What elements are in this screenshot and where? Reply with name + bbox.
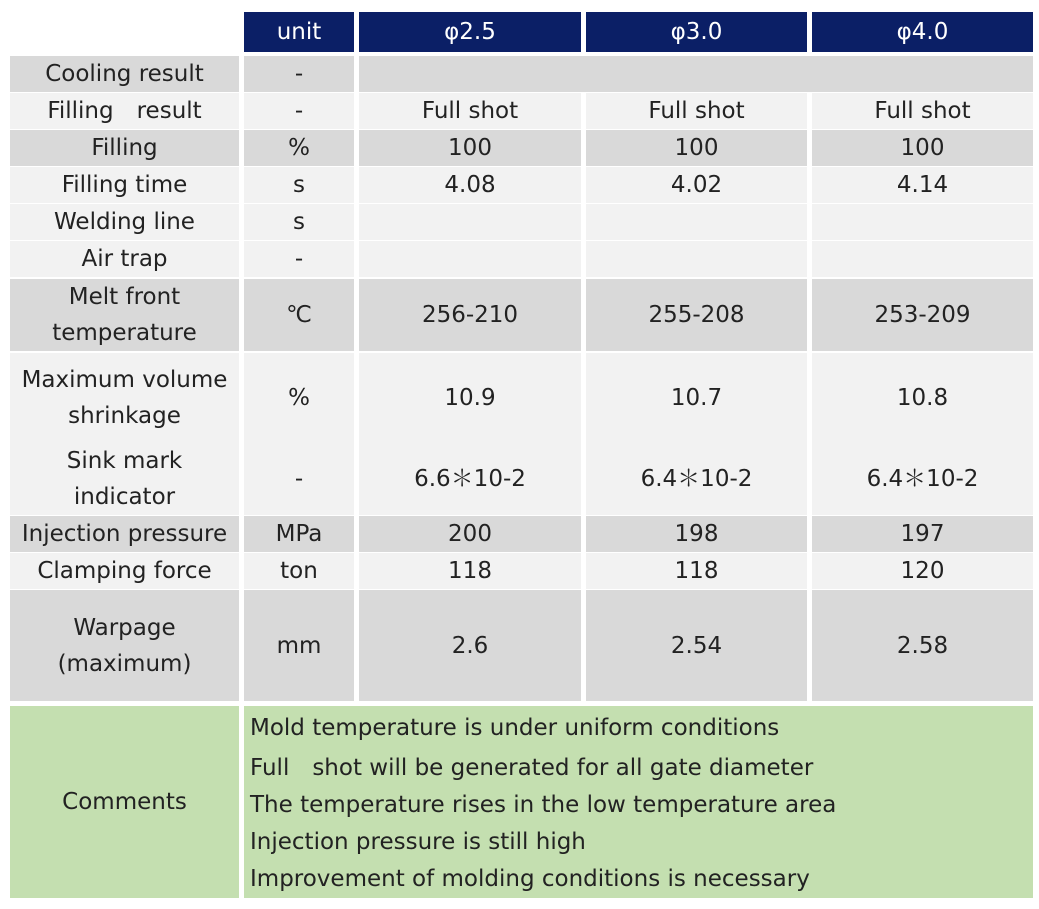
cell-injection-pressure-phi25: 200 xyxy=(359,516,581,552)
header-col-phi40: φ4.0 xyxy=(812,12,1033,52)
row-unit-welding-line: s xyxy=(244,204,354,240)
row-label-cooling-result: Cooling result xyxy=(10,56,239,92)
cell-sink-mark-indicator-phi30: 6.4＊10-2 xyxy=(586,442,807,515)
row-label-filling-time: Filling time xyxy=(10,167,239,203)
row-label-filling-result: Filling result xyxy=(10,93,239,129)
cell-clamping-force-phi25: 118 xyxy=(359,553,581,589)
cell-sink-mark-indicator-phi25: 6.6＊10-2 xyxy=(359,442,581,515)
row-unit-filling: % xyxy=(244,130,354,166)
row-label-sink-mark-indicator: Sink mark indicator xyxy=(10,442,239,515)
cell-max-volume-shrinkage-phi40: 10.8 xyxy=(812,353,1033,442)
cell-air-trap-phi30 xyxy=(586,241,807,277)
cell-filling-phi40: 100 xyxy=(812,130,1033,166)
comment-line: Full shot will be generated for all gate diameter xyxy=(250,755,814,781)
cell-melt-front-temperature-phi30: 255-208 xyxy=(586,279,807,351)
cell-filling-result-phi25: Full shot xyxy=(359,93,581,129)
comment-line: The temperature rises in the low temperature area xyxy=(250,792,837,818)
cell-injection-pressure-phi40: 197 xyxy=(812,516,1033,552)
cell-filling-time-phi25: 4.08 xyxy=(359,167,581,203)
row-unit-max-volume-shrinkage: % xyxy=(244,353,354,442)
cell-sink-mark-indicator-phi40: 6.4＊10-2 xyxy=(812,442,1033,515)
row-label-max-volume-shrinkage: Maximum volume shrinkage xyxy=(10,353,239,442)
comments-divider xyxy=(239,706,244,898)
cell-warpage-phi40: 2.58 xyxy=(812,590,1033,701)
cooling-result-merged-cell xyxy=(359,56,1033,92)
cell-air-trap-phi25 xyxy=(359,241,581,277)
cell-warpage-phi25: 2.6 xyxy=(359,590,581,701)
cell-welding-line-phi30 xyxy=(586,204,807,240)
cell-filling-time-phi30: 4.02 xyxy=(586,167,807,203)
comment-line: Mold temperature is under uniform conditions xyxy=(250,715,780,741)
row-label-melt-front-temperature: Melt front temperature xyxy=(10,279,239,351)
cell-air-trap-phi40 xyxy=(812,241,1033,277)
cell-warpage-phi30: 2.54 xyxy=(586,590,807,701)
cell-melt-front-temperature-phi40: 253-209 xyxy=(812,279,1033,351)
cell-clamping-force-phi40: 120 xyxy=(812,553,1033,589)
row-label-air-trap: Air trap xyxy=(10,241,239,277)
row-unit-cooling-result: - xyxy=(244,56,354,92)
cell-clamping-force-phi30: 118 xyxy=(586,553,807,589)
cell-melt-front-temperature-phi25: 256-210 xyxy=(359,279,581,351)
cell-filling-result-phi30: Full shot xyxy=(586,93,807,129)
cell-filling-phi25: 100 xyxy=(359,130,581,166)
cell-filling-phi30: 100 xyxy=(586,130,807,166)
row-label-warpage: Warpage (maximum) xyxy=(10,590,239,701)
row-unit-air-trap: - xyxy=(244,241,354,277)
comments-label: Comments xyxy=(10,706,239,898)
header-unit: unit xyxy=(244,12,354,52)
row-unit-injection-pressure: MPa xyxy=(244,516,354,552)
cell-injection-pressure-phi30: 198 xyxy=(586,516,807,552)
cell-welding-line-phi40 xyxy=(812,204,1033,240)
header-corner-cell xyxy=(10,12,239,52)
row-label-filling: Filling xyxy=(10,130,239,166)
row-unit-clamping-force: ton xyxy=(244,553,354,589)
row-unit-warpage: mm xyxy=(244,590,354,701)
cell-max-volume-shrinkage-phi30: 10.7 xyxy=(586,353,807,442)
cell-max-volume-shrinkage-phi25: 10.9 xyxy=(359,353,581,442)
cell-filling-result-phi40: Full shot xyxy=(812,93,1033,129)
row-label-injection-pressure: Injection pressure xyxy=(10,516,239,552)
header-col-phi30: φ3.0 xyxy=(586,12,807,52)
header-col-phi25: φ2.5 xyxy=(359,12,581,52)
comment-line: Improvement of molding conditions is necessary xyxy=(250,866,810,892)
row-unit-filling-result: - xyxy=(244,93,354,129)
cell-filling-time-phi40: 4.14 xyxy=(812,167,1033,203)
row-label-clamping-force: Clamping force xyxy=(10,553,239,589)
comment-line: Injection pressure is still high xyxy=(250,829,586,855)
row-label-welding-line: Welding line xyxy=(10,204,239,240)
row-unit-filling-time: s xyxy=(244,167,354,203)
cell-welding-line-phi25 xyxy=(359,204,581,240)
row-unit-melt-front-temperature: ℃ xyxy=(244,279,354,351)
row-unit-sink-mark-indicator: - xyxy=(244,442,354,515)
